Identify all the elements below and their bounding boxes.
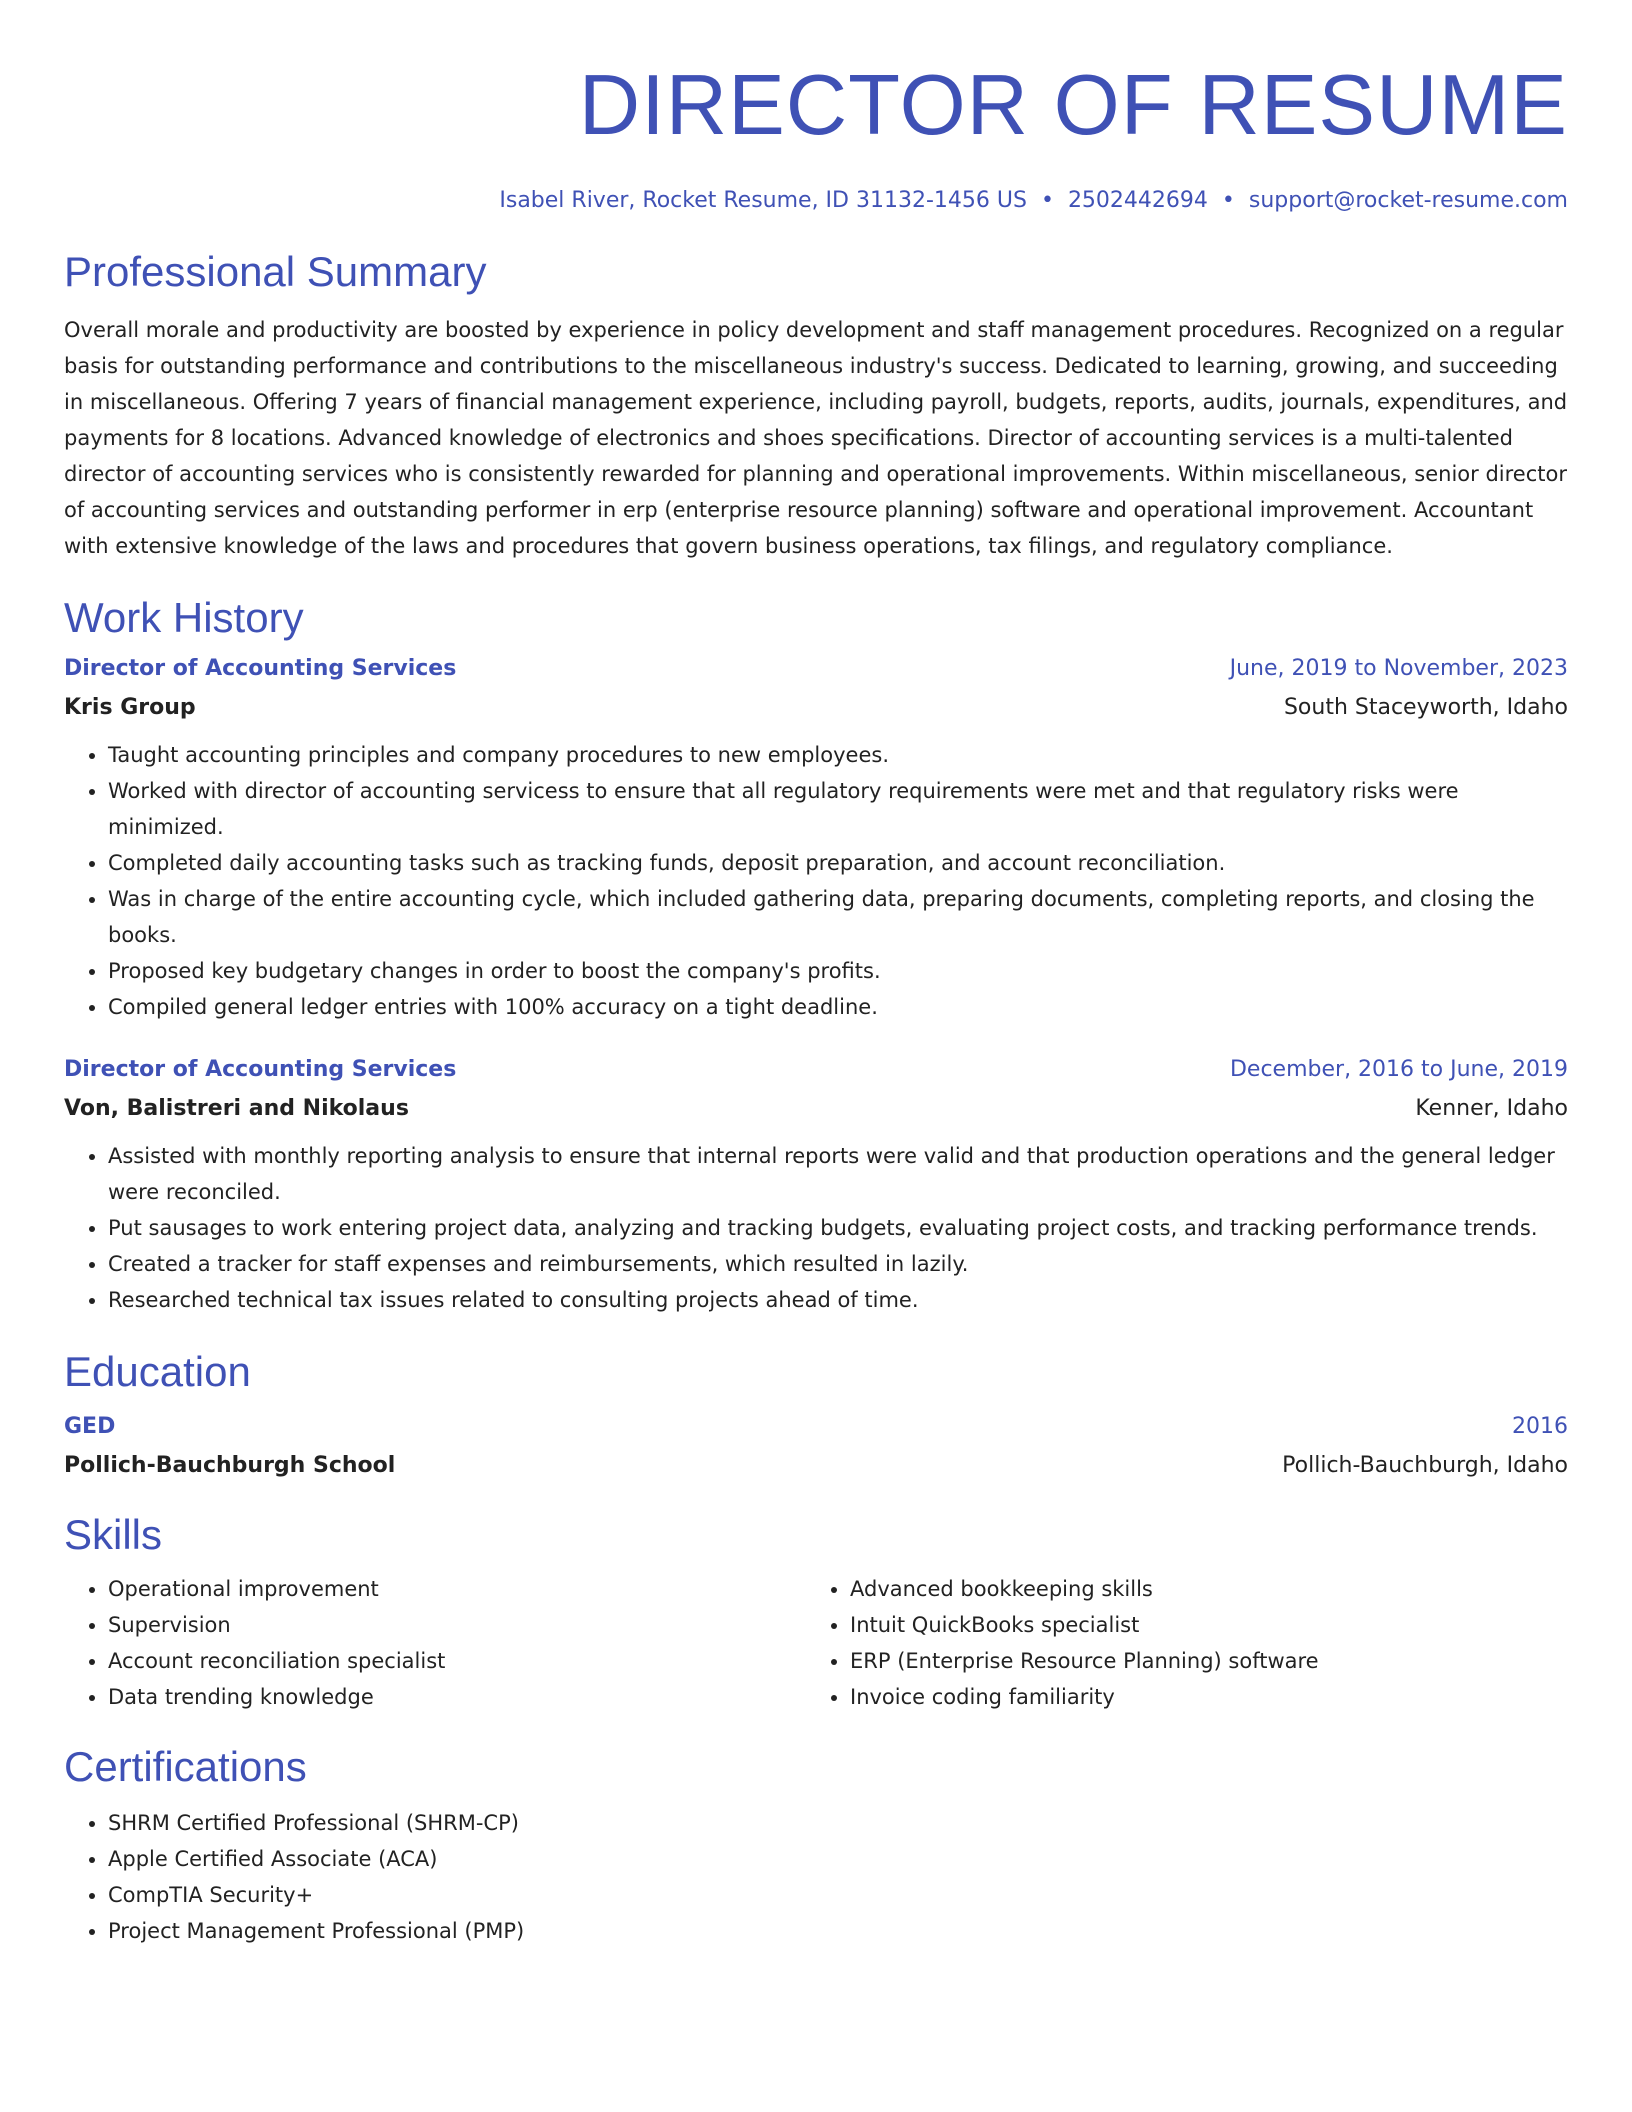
job-bullet: • Assisted with monthly reporting analysis to ensure that internal reports were valid and that production operations and the general ledger were reconciled. [108,1138,1568,1210]
job-bullet: • Completed daily accounting tasks such as tracking funds, deposit preparation, and account reconciliation. [108,845,1568,881]
skill-item: • ERP (Enterprise Resource Planning) software [850,1643,1548,1679]
contact-address: Isabel River, Rocket Resume, ID 31132-1456 US [499,188,1027,213]
resume-page [64,0,1568,1949]
skills-list [64,1571,806,1715]
job-bullet: • Was in charge of the entire accounting cycle, which included gathering data, preparing documents, completing reports, and closing the books. [108,881,1568,953]
skill-item: • Advanced bookkeeping skills [850,1571,1548,1607]
section-title-education: Education [64,1348,251,1395]
skill-item: • Operational improvement [108,1571,806,1607]
education-entry [64,1412,1568,1481]
job-entry [64,654,1568,1025]
education-year: 2016 [1512,1414,1568,1439]
job-company: Von, Balistreri and Nikolaus [64,1096,409,1121]
job-bullets [64,737,1568,1025]
education-school: Pollich-Bauchburgh School [64,1453,396,1478]
resume-header [64,0,1568,216]
contact-separator: • [1221,188,1235,213]
contact-line [64,186,1568,216]
job-bullet: • Put sausages to work entering project data, analyzing and tracking budgets, evaluating project costs, and tracking performance trends. [108,1210,1568,1246]
job-bullet: • Created a tracker for staff expenses and reimbursements, which resulted in lazily. [108,1246,1568,1282]
job-company: Kris Group [64,695,196,720]
job-dates: June, 2019 to November, 2023 [1229,656,1568,681]
job-bullet: • Researched technical tax issues related to consulting projects ahead of time. [108,1282,1568,1318]
skill-item: • Data trending knowledge [108,1679,806,1715]
job-bullet: • Proposed key budgetary changes in order to boost the company's profits. [108,953,1568,989]
job-entry [64,1055,1568,1318]
certification-item: • CompTIA Security+ [108,1877,1568,1913]
skills-column-left [64,1571,806,1715]
job-title: Director of Accounting Services [64,1057,457,1082]
job-title: Director of Accounting Services [64,656,457,681]
certification-item: • SHRM Certified Professional (SHRM-CP) [108,1805,1568,1841]
job-location: South Staceyworth, Idaho [1283,695,1568,720]
summary-text: Overall morale and productivity are boosted by experience in policy development and staff management procedures. Recognized on a regular basis for outstanding performance and contributions to the miscellaneous industry's success. Dedicated to learning, growing, and succeeding in miscellaneous. Offering 7 years of financial management experience, including payroll, budgets, reports, audits, journals, expenditures, and payments for 8 locations. Advanced knowledge of electronics and shoes specifications. Director of accounting services is a multi-talented director of accounting services who is consistently rewarded for planning and operational improvements. Within miscellaneous, senior director of accounting services and outstanding performer in erp (enterprise resource planning) software and operational improvement. Accountant with extensive knowledge of the laws and procedures that govern business operations, tax filings, and regulatory compliance. [64,318,1568,558]
section-title-skills: Skills [64,1511,163,1558]
job-bullets [64,1138,1568,1318]
certifications-list [64,1805,1568,1949]
job-location: Kenner, Idaho [1415,1096,1568,1121]
contact-phone: 2502442694 [1067,188,1208,213]
skill-item: • Intuit QuickBooks specialist [850,1607,1548,1643]
skills-column-right [806,1571,1548,1715]
contact-email: support@rocket-resume.com [1248,188,1568,213]
resume-name: DIRECTOR OF RESUME [578,58,1568,153]
section-title-work-history: Work History [64,594,304,641]
education-degree: GED [64,1414,116,1439]
section-title-summary: Professional Summary [64,248,487,295]
skills-list [806,1571,1548,1715]
skills-columns [64,1571,1568,1715]
skill-item: • Supervision [108,1607,806,1643]
job-bullet: • Taught accounting principles and company procedures to new employees. [108,737,1568,773]
certification-item: • Project Management Professional (PMP) [108,1913,1568,1949]
job-bullet: • Compiled general ledger entries with 100% accuracy on a tight deadline. [108,989,1568,1025]
skill-item: • Account reconciliation specialist [108,1643,806,1679]
contact-separator: • [1040,188,1054,213]
section-title-certifications: Certifications [64,1743,307,1790]
job-dates: December, 2016 to June, 2019 [1229,1057,1568,1082]
skill-item: • Invoice coding familiarity [850,1679,1548,1715]
education-location: Pollich-Bauchburgh, Idaho [1282,1453,1568,1478]
certification-item: • Apple Certified Associate (ACA) [108,1841,1568,1877]
job-bullet: • Worked with director of accounting servicess to ensure that all regulatory requirements were met and that regulatory risks were minimized. [108,773,1568,845]
